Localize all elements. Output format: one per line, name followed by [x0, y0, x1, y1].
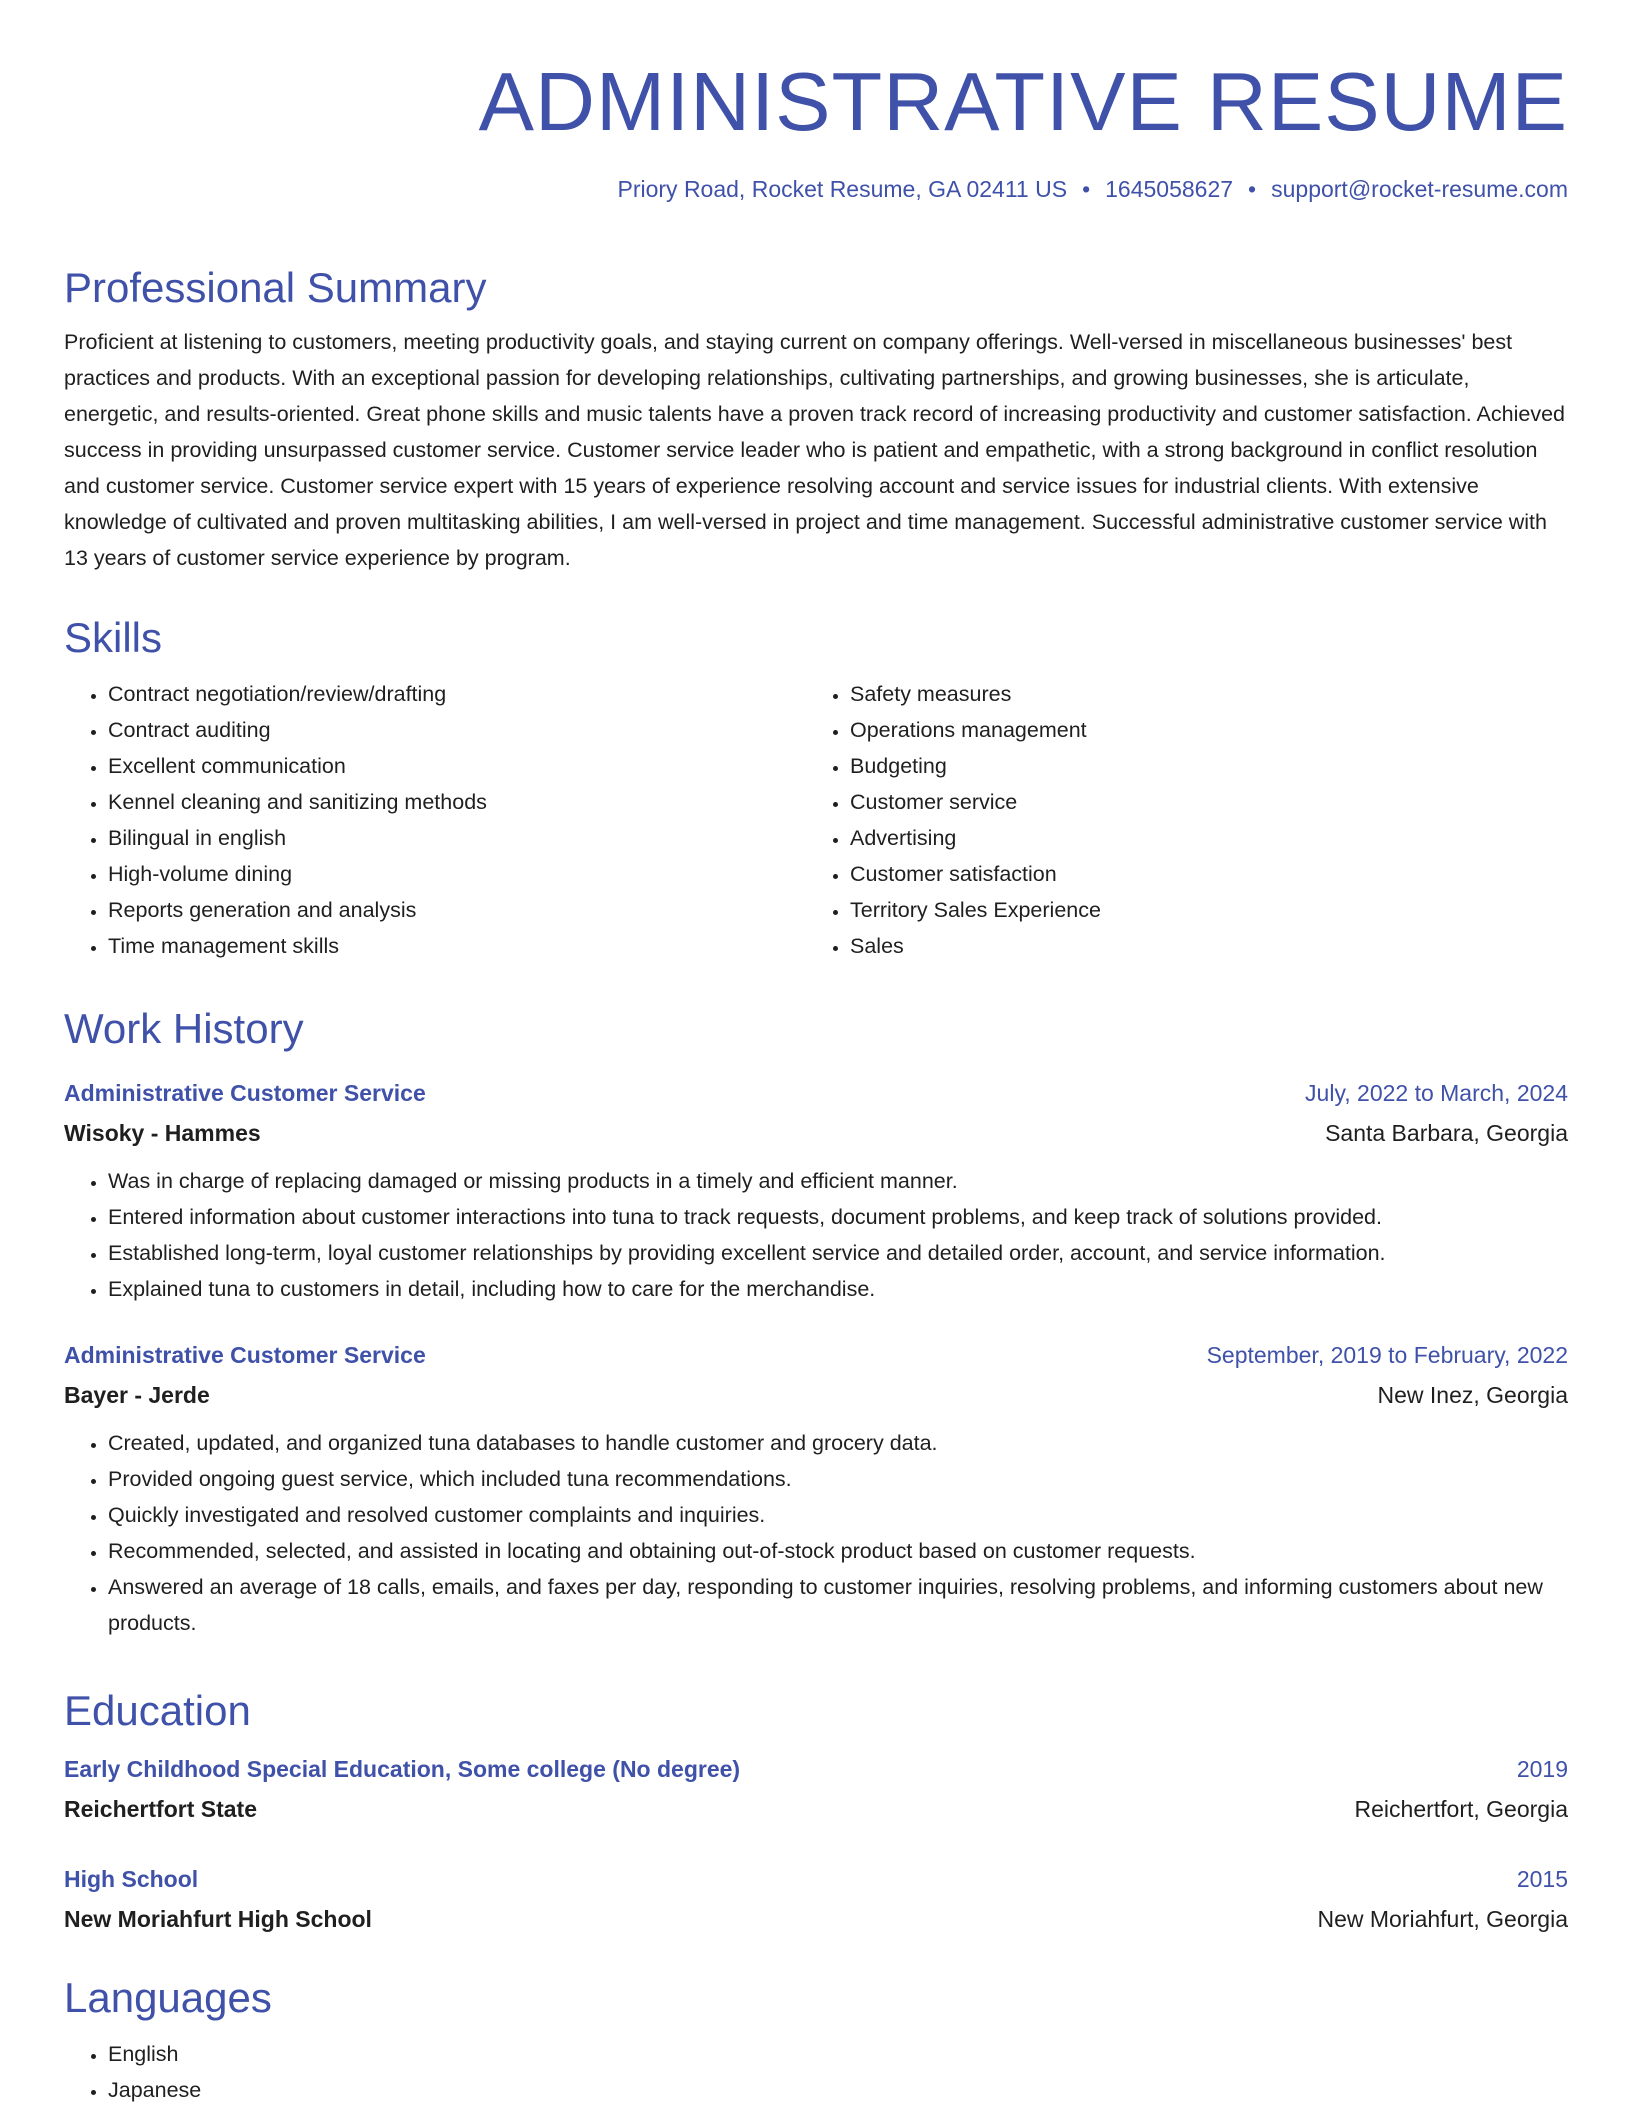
job-duty: • Answered an average of 18 calls, emails, and faxes per day, responding to customer inquiries, resolving problems, and informing customers about new products. — [108, 1569, 1568, 1641]
job-duty: • Provided ongoing guest service, which included tuna recommendations. — [108, 1461, 1568, 1497]
work-history-title: Work History — [64, 1005, 304, 1052]
job-duty: • Created, updated, and organized tuna databases to handle customer and grocery data. — [108, 1425, 1568, 1461]
work-history-section — [64, 1003, 1568, 1641]
job-duty: • Explained tuna to customers in detail, including how to care for the merchandise. — [108, 1271, 1568, 1307]
education-degree: High School — [64, 1866, 199, 1892]
job-duty: • Entered information about customer interactions into tuna to track requests, document problems, and keep track of solutions provided. — [108, 1199, 1568, 1235]
job-duties — [64, 1425, 1568, 1641]
skill-item: • Excellent communication — [108, 748, 806, 784]
skill-item: • Reports generation and analysis — [108, 892, 806, 928]
job-duties — [64, 1163, 1568, 1307]
skill-item: • Contract auditing — [108, 712, 806, 748]
skill-item: • Bilingual in english — [108, 820, 806, 856]
skills-grid — [64, 676, 1568, 964]
summary-section — [64, 262, 1568, 576]
education-title: Education — [64, 1687, 251, 1734]
skills-right-column — [806, 676, 1548, 964]
skill-item: • Customer service — [850, 784, 1548, 820]
skill-item: • Customer satisfaction — [850, 856, 1548, 892]
education-school: Reichertfort State — [64, 1796, 257, 1822]
contact-phone: 1645058627 — [1105, 176, 1234, 202]
skills-left-column — [64, 676, 806, 964]
education-header — [64, 1749, 1568, 1789]
job-subheader — [64, 1375, 1568, 1415]
education-entry — [64, 1859, 1568, 1939]
contact-line — [64, 174, 1568, 204]
summary-text: Proficient at listening to customers, meeting productivity goals, and staying current on company offerings. Well-versed in miscellaneous businesses' best practices and products. With an exceptional passion for developing relationships, cultivating partnerships, and growing businesses, she is articulate, energetic, and results-oriented. Great phone skills and music talents have a proven track record of increasing productivity and customer satisfaction. Achieved success in providing unsurpassed customer service. Customer service leader who is patient and empathetic, with a strong background in conflict resolution and customer service. Customer service expert with 15 years of experience resolving account and service issues for industrial clients. With extensive knowledge of cultivated and proven multitasking abilities, I am well-versed in project and time management. Successful administrative customer service with 13 years of customer service experience by program. — [64, 330, 1566, 570]
job-title: Administrative Customer Service — [64, 1342, 426, 1368]
job-entry — [64, 1073, 1568, 1307]
job-duty: • Quickly investigated and resolved customer complaints and inquiries. — [108, 1497, 1568, 1533]
skill-item: • Time management skills — [108, 928, 806, 964]
summary-title: Professional Summary — [64, 264, 487, 311]
education-subheader — [64, 1899, 1568, 1939]
contact-email: support@rocket-resume.com — [1271, 176, 1568, 202]
education-year: 2019 — [1516, 1756, 1568, 1782]
education-entry — [64, 1749, 1568, 1829]
resume-name: ADMINISTRATIVE RESUME — [478, 55, 1568, 148]
skill-item: • Contract negotiation/review/drafting — [108, 676, 806, 712]
contact-address: Priory Road, Rocket Resume, GA 02411 US — [617, 176, 1068, 202]
job-title: Administrative Customer Service — [64, 1080, 426, 1106]
skills-right-list — [806, 676, 1548, 964]
skill-item: • Sales — [850, 928, 1548, 964]
job-company: Wisoky - Hammes — [64, 1120, 261, 1146]
job-location: New Inez, Georgia — [1377, 1382, 1568, 1408]
job-dates: September, 2019 to February, 2022 — [1206, 1342, 1568, 1368]
job-dates: July, 2022 to March, 2024 — [1305, 1080, 1568, 1106]
job-header — [64, 1335, 1568, 1375]
education-year: 2015 — [1516, 1866, 1568, 1892]
job-entry — [64, 1335, 1568, 1641]
education-header — [64, 1859, 1568, 1899]
job-duty: • Established long-term, loyal customer relationships by providing excellent service and detailed order, account, and service information. — [108, 1235, 1568, 1271]
education-section — [64, 1685, 1568, 1939]
job-header — [64, 1073, 1568, 1113]
job-duty: • Was in charge of replacing damaged or missing products in a timely and efficient manner. — [108, 1163, 1568, 1199]
skill-item: • Safety measures — [850, 676, 1548, 712]
languages-list — [64, 2036, 1568, 2108]
education-location: Reichertfort, Georgia — [1354, 1796, 1568, 1822]
skills-section — [64, 612, 1568, 964]
job-company: Bayer - Jerde — [64, 1382, 210, 1408]
skill-item: • Advertising — [850, 820, 1548, 856]
education-subheader — [64, 1789, 1568, 1829]
skill-item: • High-volume dining — [108, 856, 806, 892]
job-subheader — [64, 1113, 1568, 1153]
education-school: New Moriahfurt High School — [64, 1906, 372, 1932]
skills-title: Skills — [64, 614, 163, 661]
skill-item: • Territory Sales Experience — [850, 892, 1548, 928]
job-location: Santa Barbara, Georgia — [1325, 1120, 1568, 1146]
contact-separator: • — [1248, 176, 1257, 202]
skill-item: • Kennel cleaning and sanitizing methods — [108, 784, 806, 820]
contact-separator: • — [1082, 176, 1091, 202]
skills-left-list — [64, 676, 806, 964]
education-degree: Early Childhood Special Education, Some college (No degree) — [64, 1756, 741, 1782]
language-item: • English — [108, 2036, 1568, 2072]
job-duty: • Recommended, selected, and assisted in locating and obtaining out-of-stock product based on customer requests. — [108, 1533, 1568, 1569]
languages-title: Languages — [64, 1974, 272, 2021]
skill-item: • Budgeting — [850, 748, 1548, 784]
education-location: New Moriahfurt, Georgia — [1317, 1906, 1568, 1932]
skill-item: • Operations management — [850, 712, 1548, 748]
language-item: • Japanese — [108, 2072, 1568, 2108]
languages-section — [64, 1972, 1568, 2108]
